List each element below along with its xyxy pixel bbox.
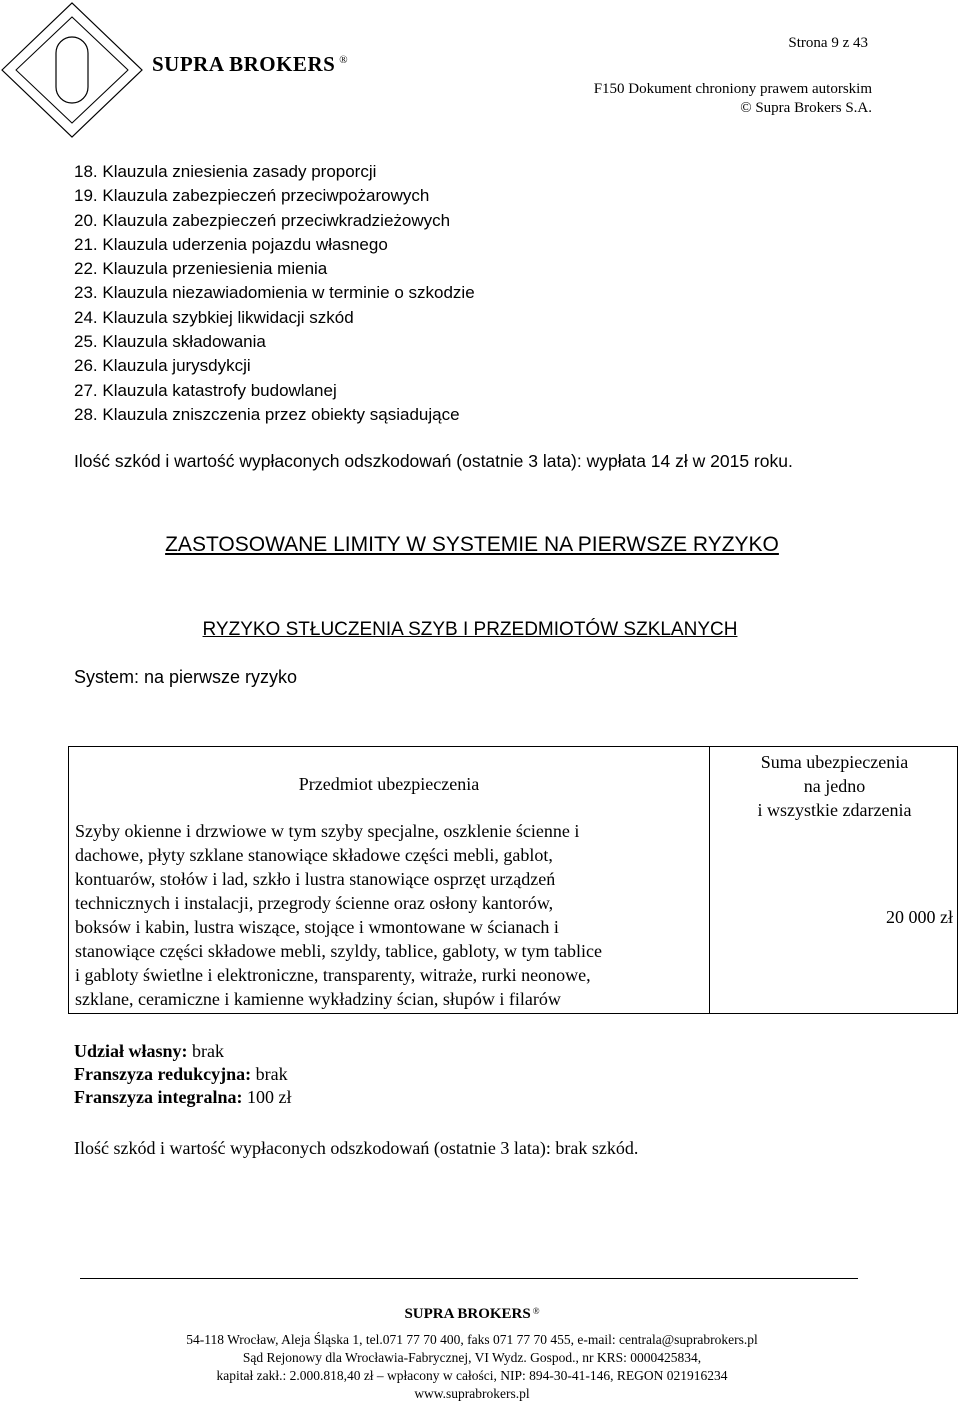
header-brand: SUPRA BROKERS ®: [152, 52, 349, 76]
text-line: Szyby okienne i drzwiowe w tym szyby specjalne, oszklenie ścienne i: [75, 821, 580, 841]
text-line: kontuarów, stołów i lad, szkło i lustra stanowiące osprzęt urządzeń: [75, 869, 556, 889]
sum-header-line: Suma ubezpieczenia: [760, 752, 909, 772]
own-share-label: Udział własny:: [74, 1041, 188, 1061]
list-item: 26. Klauzula jurysdykcji: [74, 356, 251, 376]
copyright-line: © Supra Brokers S.A.: [740, 100, 872, 116]
list-item: 19. Klauzula zabezpieczeń przeciwpożarowych: [74, 186, 430, 206]
integral-franchise-row: [74, 1086, 291, 1109]
footer-divider: [80, 1278, 858, 1279]
footer-capital: kapitał zakł.: 2.000.818,40 zł – wpłacony w całości, NIP: 894-30-41-146, REGON 021916234: [216, 1368, 728, 1383]
own-share-value: brak: [192, 1041, 224, 1061]
copyright-notice: [594, 80, 872, 118]
subject-description: [75, 819, 707, 1011]
list-item: 23. Klauzula niezawiadomienia w terminie o szkodzie: [74, 283, 475, 303]
list-item: 24. Klauzula szybkiej likwidacji szkód: [74, 307, 354, 327]
risk-title: RYZYKO STŁUCZENIA SZYB I PRZEDMIOTÓW SZKLANYCH: [202, 619, 738, 640]
list-item: 25. Klauzula składowania: [74, 332, 266, 352]
claims-statistics: Ilość szkód i wartość wypłaconych odszkodowań (ostatnie 3 lata): wypłata 14 zł w 2015 roku.: [74, 451, 793, 471]
list-item: 22. Klauzula przeniesienia mienia: [74, 259, 328, 279]
text-line: boksów i kabin, lustra wiszące, stojące i wmontowane w ścianach i: [75, 917, 559, 937]
integral-franchise-label: Franszyza integralna:: [74, 1087, 243, 1107]
text-line: szklane, ceramiczne i kamienne wykładziny ścian, słupów i filarów: [75, 989, 561, 1009]
list-item: 20. Klauzula zabezpieczeń przeciwkradzieżowych: [74, 210, 451, 230]
reducing-franchise-value: brak: [255, 1064, 288, 1084]
claims-statistics-2: Ilość szkód i wartość wypłaconych odszkodowań (ostatnie 3 lata): brak szkód.: [74, 1138, 639, 1158]
reducing-franchise-row: [74, 1063, 291, 1086]
text-line: i gabloty świetlne i elektroniczne, transparenty, witraże, rurki neonowe,: [75, 965, 591, 985]
column-header-subject: Przedmiot ubezpieczenia: [298, 774, 480, 794]
reducing-franchise-label: Franszyza redukcyjna:: [74, 1064, 252, 1084]
list-item: 18. Klauzula zniesienia zasady proporcji: [74, 162, 377, 181]
integral-franchise-value: 100 zł: [246, 1087, 292, 1107]
protection-notice: F150 Dokument chroniony prawem autorskim: [593, 81, 872, 97]
text-line: stanowiące części składowe mebli, szyldy, tablice, gabloty, w tym tablice: [75, 941, 602, 961]
list-item: 27. Klauzula katastrofy budowlanej: [74, 380, 337, 400]
system-line: System: na pierwsze ryzyko: [74, 667, 298, 687]
footer-website-link[interactable]: www.suprabrokers.pl: [414, 1386, 530, 1401]
footer-brand: SUPRA BROKERS ®: [404, 1306, 540, 1322]
list-item: 21. Klauzula uderzenia pojazdu własnego: [74, 234, 388, 254]
supra-brokers-logo-icon: [0, 0, 150, 145]
sum-insured-amount: 20 000 zł: [886, 907, 953, 927]
footer-contact: [0, 1331, 944, 1403]
text-line: dachowe, płyty szklane stanowiące składowe części mebli, gablot,: [75, 845, 553, 865]
deductibles: [74, 1040, 291, 1109]
sum-header-line: na jedno: [803, 776, 866, 796]
limits-table: [68, 746, 958, 1014]
footer-address: 54-118 Wrocław, Aleja Śląska 1, tel.071 77 70 400, faks 071 77 70 455, e-mail: centrala@suprabrokers.pl: [186, 1332, 758, 1347]
section-title: ZASTOSOWANE LIMITY W SYSTEMIE NA PIERWSZE RYZYKO: [165, 533, 779, 556]
footer-court: Sąd Rejonowy dla Wrocławia-Fabrycznej, VI Wydz. Gospod., nr KRS: 0000425834,: [242, 1350, 702, 1365]
page-number: Strona 9 z 43: [788, 35, 868, 51]
sum-header-line: i wszystkie zdarzenia: [757, 800, 912, 820]
own-share-row: [74, 1040, 291, 1063]
clause-list: [74, 160, 475, 427]
column-header-sum: [710, 750, 959, 822]
list-item: 28. Klauzula zniszczenia przez obiekty sąsiadujące: [74, 404, 460, 424]
text-line: technicznych i instalacji, przegrody ścienne oraz osłony kantorów,: [75, 893, 554, 913]
